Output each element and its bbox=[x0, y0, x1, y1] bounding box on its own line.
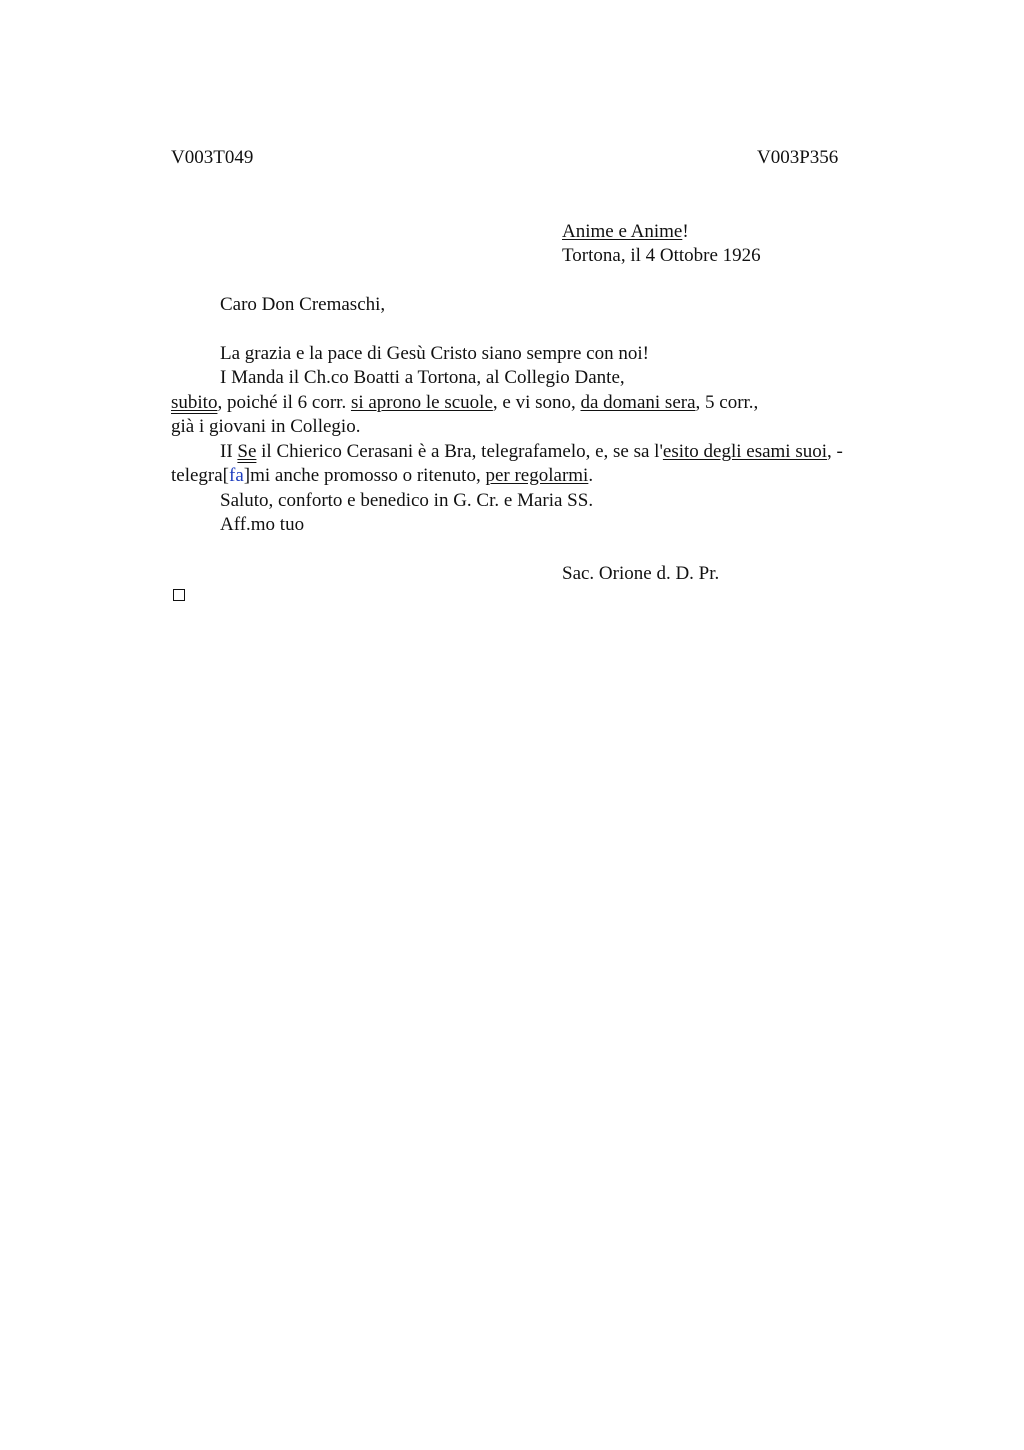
greeting-line: La grazia e la pace di Gesù Cristo siano sempre con noi! bbox=[220, 343, 649, 364]
text-span: ]mi anche promosso o ritenuto, bbox=[243, 465, 486, 486]
text-span: , - bbox=[827, 441, 843, 462]
underlined-per-regolarmi: per regolarmi bbox=[485, 465, 589, 486]
motto-line bbox=[562, 220, 689, 244]
paragraph-1-line-3: già i giovani in Collegio. bbox=[171, 416, 361, 437]
text-span: II bbox=[220, 441, 238, 462]
text-span: , poiché il 6 corr. bbox=[217, 392, 351, 413]
motto-underlined: Anime e Anime bbox=[562, 221, 683, 242]
underlined-schools-open: si aprono le scuole bbox=[350, 392, 493, 413]
text-span: . bbox=[588, 465, 594, 486]
underlined-subito: subito bbox=[171, 392, 218, 413]
editorial-insertion: fa bbox=[229, 465, 244, 486]
signature: Sac. Orione d. D. Pr. bbox=[562, 563, 720, 584]
text-span: , e vi sono, bbox=[492, 392, 581, 413]
paragraph-2-line-1 bbox=[220, 440, 843, 464]
text-span: il Chierico Cerasani è a Bra, telegrafamelo, e, se sa l' bbox=[256, 441, 663, 462]
document-code-left: V003T049 bbox=[171, 147, 254, 168]
text-span: telegra[ bbox=[171, 465, 230, 486]
underlined-se: Se bbox=[237, 441, 257, 462]
salutation: Caro Don Cremaschi, bbox=[220, 294, 386, 315]
underlined-tomorrow-evening: da domani sera bbox=[580, 392, 696, 413]
closing-line-2: Aff.mo tuo bbox=[220, 514, 305, 535]
paragraph-1-line-2 bbox=[171, 391, 758, 415]
closing-line-1: Saluto, conforto e benedico in G. Cr. e Maria SS. bbox=[220, 490, 594, 511]
paragraph-1-line-1: I Manda il Ch.co Boatti a Tortona, al Collegio Dante, bbox=[220, 367, 625, 388]
text-span: , 5 corr., bbox=[695, 392, 759, 413]
motto-exclamation: ! bbox=[682, 221, 689, 242]
document-code-right: V003P356 bbox=[757, 147, 839, 168]
empty-square-icon bbox=[173, 589, 185, 601]
paragraph-2-line-2 bbox=[171, 464, 593, 488]
underlined-exam-outcome: esito degli esami suoi bbox=[662, 441, 828, 462]
place-date: Tortona, il 4 Ottobre 1926 bbox=[562, 245, 761, 266]
